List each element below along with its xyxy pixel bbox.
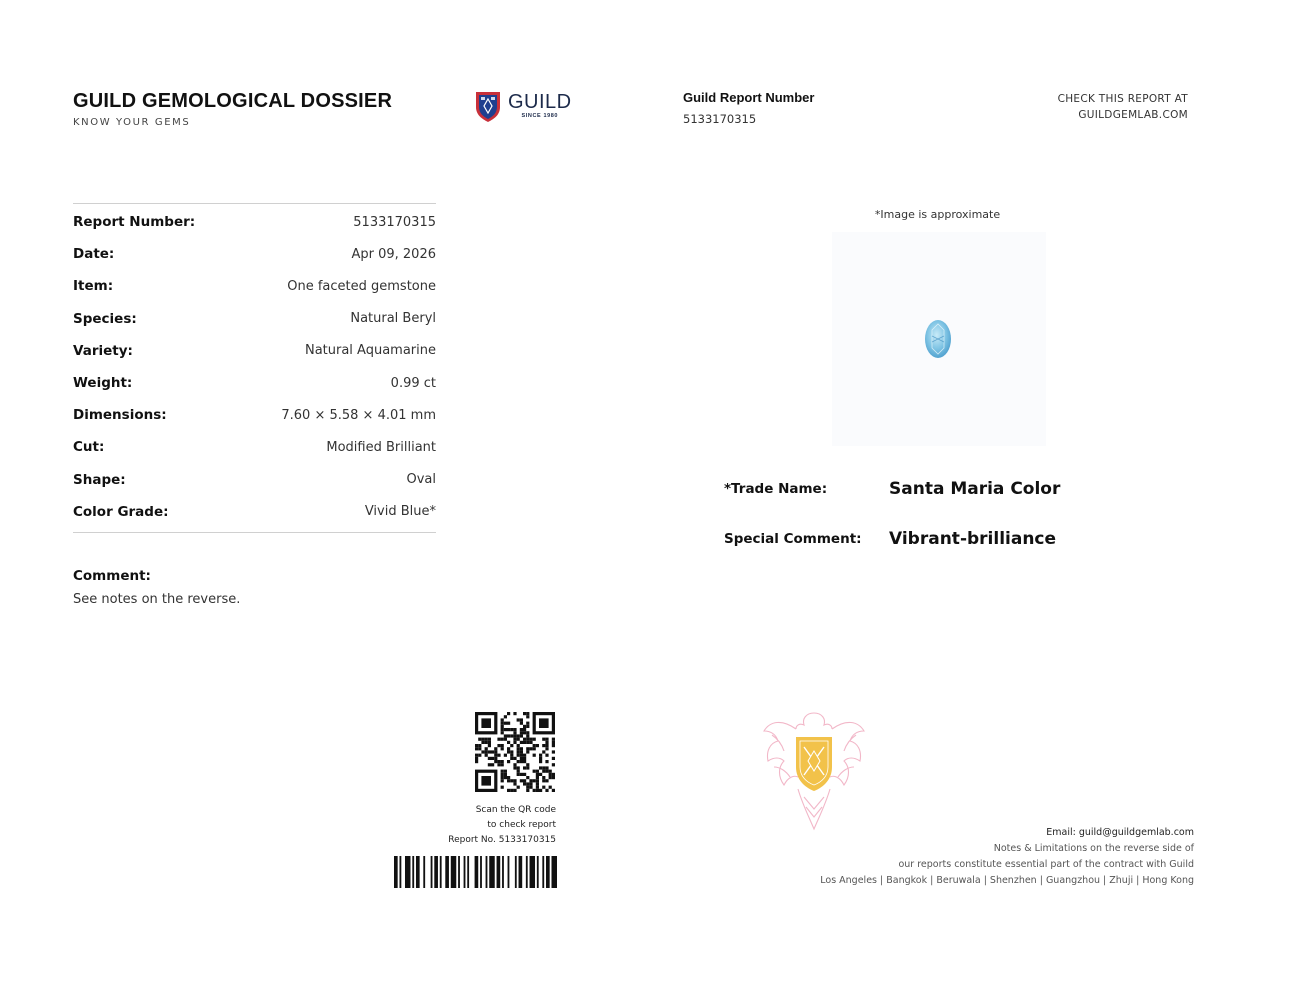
detail-label: Color Grade:: [73, 503, 169, 520]
footer-notes-line-1: Notes & Limitations on the reverse side of: [993, 843, 1194, 854]
detail-row-species: [73, 303, 436, 335]
check-line-2: GUILDGEMLAB.COM: [1078, 109, 1188, 121]
comment-label: Comment:: [73, 568, 151, 584]
guild-logo: [474, 89, 572, 123]
detail-value: Modified Brilliant: [326, 439, 436, 455]
detail-row-variety: [73, 335, 436, 367]
detail-value: Natural Beryl: [350, 311, 436, 327]
detail-value: 7.60 × 5.58 × 4.01 mm: [281, 407, 436, 423]
qr-caption-line-1: Scan the QR code: [475, 805, 556, 815]
detail-value: Natural Aquamarine: [304, 343, 436, 359]
qr-caption: [380, 803, 556, 848]
report-number-heading: Guild Report Number: [683, 90, 815, 105]
footer-notes-line-2: our reports constitute essential part of the contract with Guild: [898, 859, 1194, 870]
footer-info: [820, 825, 1194, 889]
special-comment-value: Vibrant-brilliance: [889, 529, 1057, 549]
detail-label: Report Number:: [73, 214, 196, 231]
detail-row-weight: [73, 367, 436, 399]
report-number-heading-value: 5133170315: [683, 112, 757, 126]
tagline: KNOW YOUR GEMS: [73, 117, 191, 128]
detail-label: Weight:: [73, 375, 133, 392]
detail-value: 5133170315: [353, 214, 436, 230]
detail-row-shape: [73, 464, 436, 496]
detail-value: Vivid Blue*: [364, 504, 436, 520]
logo-name: GUILD: [508, 91, 572, 114]
detail-row-date: [73, 238, 436, 270]
detail-row-color-grade: [73, 496, 436, 528]
detail-value: Oval: [406, 472, 436, 488]
detail-label: Shape:: [73, 471, 126, 488]
shield-logo-icon: [474, 89, 502, 123]
detail-label: Item:: [73, 278, 114, 295]
eagle-seal-icon: [760, 705, 868, 833]
barcode: [394, 856, 557, 888]
detail-value: One faceted gemstone: [287, 278, 436, 294]
footer-locations: Los Angeles | Bangkok | Beruwala | Shenzhen | Guangzhou | Zhuji | Hong Kong: [820, 875, 1194, 886]
detail-row-report-number: [73, 206, 436, 238]
detail-row-cut: [73, 431, 436, 463]
gemstone-icon: [832, 232, 1046, 446]
trade-name-label: *Trade Name:: [724, 481, 828, 497]
detail-label: Variety:: [73, 342, 133, 359]
image-approximate-note: *Image is approximate: [874, 208, 1001, 221]
trade-name-value: Santa Maria Color: [889, 479, 1061, 499]
check-report-note: [1058, 91, 1188, 123]
details-table: [73, 203, 436, 533]
detail-label: Cut:: [73, 439, 105, 456]
logo-since: SINCE 1980: [521, 113, 559, 120]
qr-code[interactable]: [475, 712, 555, 792]
qr-caption-line-2: to check report: [487, 820, 556, 830]
detail-row-dimensions: [73, 399, 436, 431]
footer-email[interactable]: Email: guild@guildgemlab.com: [1046, 827, 1194, 838]
detail-value: 0.99 ct: [390, 375, 436, 391]
comment-value: See notes on the reverse.: [73, 592, 241, 607]
document-title: GUILD GEMOLOGICAL DOSSIER: [73, 90, 393, 112]
detail-row-item: [73, 270, 436, 302]
gem-image: [832, 232, 1046, 446]
special-comment-label: Special Comment:: [724, 531, 862, 547]
detail-label: Species:: [73, 310, 137, 327]
check-line-1: CHECK THIS REPORT AT: [1057, 93, 1188, 105]
detail-label: Date:: [73, 246, 115, 263]
qr-caption-line-3: Report No. 5133170315: [448, 835, 556, 845]
detail-label: Dimensions:: [73, 407, 167, 424]
detail-value: Apr 09, 2026: [351, 246, 436, 262]
